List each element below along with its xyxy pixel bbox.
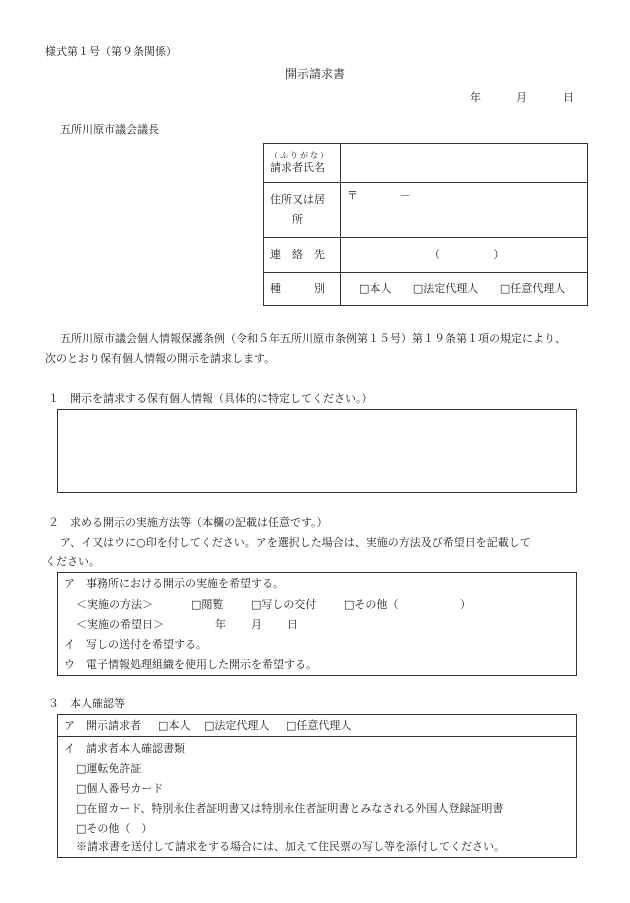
option-u-electronic[interactable]: ウ 電子情報処理組織を使用した開示を希望する。 [64,658,317,671]
id-doc-drivers-license[interactable]: □運転免許証 [76,762,142,775]
option-a-onsite[interactable]: ア 事務所における開示の実施を希望する。 [64,577,284,590]
section3-divider [58,736,576,737]
option-i-mail[interactable]: イ 写しの送付を希望する。 [64,638,207,651]
id-docs-label: イ 請求者本人確認書類 [64,742,185,755]
section2-heading: ２ 求める開示の実施方法等（本欄の記載は任意です。） [48,516,328,529]
method-option-other[interactable]: □その他（ [344,598,399,611]
name-label-cell [264,144,341,183]
section2-note-line1: ア、イ又はウに○印を付してください。アを選択した場合は、実施の方法及び希望日を記載して [60,536,531,549]
preferred-date-year[interactable]: 年 [215,618,226,631]
requester-option-legal-agent[interactable]: □法定代理人 [204,719,270,732]
section3-note: ※請求書を送付して請求をする場合には、加えて住民票の写し等を添付してください。 [76,840,505,853]
method-option-view[interactable]: □閲覧 [191,598,224,611]
date-label: ＜実施の希望日＞ [76,618,164,631]
section2-options-box [57,572,577,676]
address-label-line2: 所 [292,213,303,226]
address-label-line1: 住所又は居 [270,193,325,207]
contact-paren-open: （ [429,248,440,262]
requester-info-table [263,143,588,306]
section3-heading: ３ 本人確認等 [48,697,125,710]
contact-label: 連 絡 先 [270,248,325,262]
postal-dash: － [399,189,411,202]
section1-heading: １ 開示を請求する保有個人情報（具体的に特定してください。） [48,392,373,405]
form-number-label: 様式第１号（第９条関係） [45,45,177,58]
requester-name-field[interactable] [341,144,588,183]
section1-input-box[interactable] [57,409,577,493]
method-option-copy[interactable]: □写しの交付 [251,598,317,611]
furigana-label: （ふりがな） [270,151,330,161]
postal-mark: 〒 [347,189,358,202]
method-label: ＜実施の方法＞ [76,598,153,611]
section3-identity-box [57,714,577,858]
contact-field[interactable] [341,238,588,273]
section2-note-line2: ください。 [45,555,100,568]
method-other-close: ） [460,598,471,611]
address-label-cell [264,183,341,238]
type-label: 種 別 [270,282,325,296]
type-label-cell [264,273,341,306]
preferred-date-day[interactable]: 日 [287,618,298,631]
preferred-date-month[interactable]: 月 [251,618,262,631]
date-day-label: 日 [563,91,574,104]
type-option-voluntary-agent[interactable]: □任意代理人 [499,282,566,296]
requester-type-label: ア 開示請求者 [64,719,141,732]
type-options-cell [341,273,588,306]
contact-label-cell [264,238,341,273]
id-doc-other[interactable]: □その他（ ） [76,822,153,835]
type-option-legal-agent[interactable]: □法定代理人 [412,282,479,296]
id-doc-my-number-card[interactable]: □個人番号カード [76,782,164,795]
address-field[interactable] [341,183,588,238]
requester-option-self[interactable]: □本人 [158,719,191,732]
type-option-self[interactable]: □本人 [359,282,392,296]
requester-option-voluntary-agent[interactable]: □任意代理人 [286,719,352,732]
addressee: 五所川原市議会議長 [60,123,159,136]
requester-name-label: 請求者氏名 [270,161,325,175]
contact-paren-close: ） [493,248,505,262]
date-year-label: 年 [470,91,481,104]
document-title: 開示請求書 [284,67,345,81]
date-month-label: 月 [516,91,527,104]
intro-line-2: 次のとおり保有個人情報の開示を請求します。 [45,352,276,365]
intro-line-1: 五所川原市議会個人情報保護条例（令和５年五所川原市条例第１５号）第１９条第１項の規定により、 [60,332,566,345]
id-doc-residence-card[interactable]: □在留カード、特別永住者証明書又は特別永住者証明書とみなされる外国人登録証明書 [76,802,504,815]
